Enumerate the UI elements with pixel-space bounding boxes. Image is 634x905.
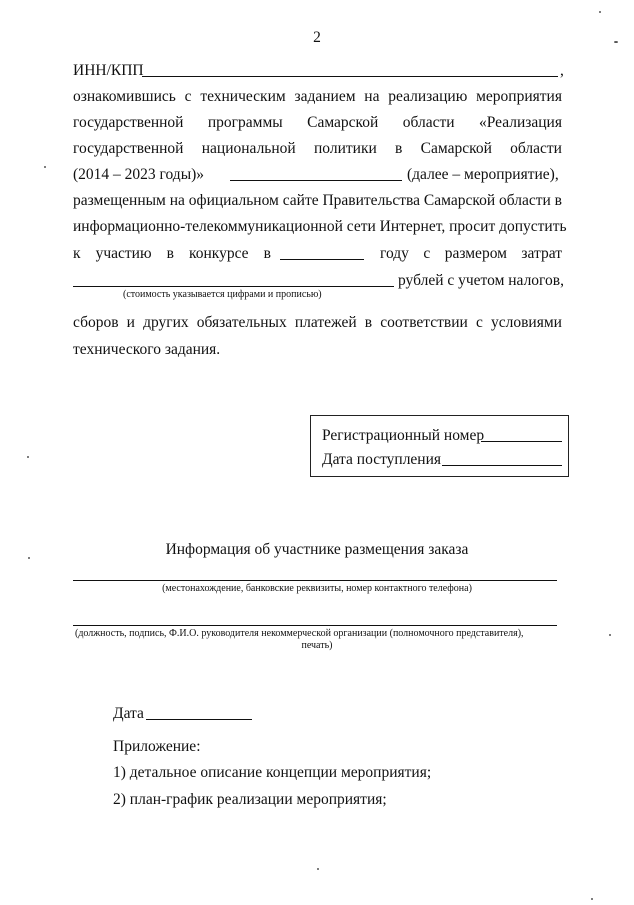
scan-speck bbox=[317, 868, 319, 870]
word: с bbox=[184, 88, 192, 105]
para-line-6: информационно-телекоммуникационной сети Интернет, просит допустить bbox=[73, 218, 567, 235]
word: государственной bbox=[73, 114, 184, 131]
word: «Реализация bbox=[478, 114, 562, 131]
para-line-10: технического задания. bbox=[73, 341, 221, 358]
word: области bbox=[510, 140, 562, 157]
year-field-line bbox=[280, 259, 364, 260]
word: заданием bbox=[294, 88, 356, 105]
para-line-3 bbox=[73, 140, 562, 158]
word: государственной bbox=[73, 140, 184, 157]
para-line-7-part1 bbox=[73, 245, 271, 263]
cost-note: (стоимость указывается цифрами и прописью) bbox=[123, 289, 322, 300]
para-line-9 bbox=[73, 314, 562, 332]
position-field-line bbox=[73, 625, 557, 626]
word: соответствии bbox=[380, 314, 468, 331]
word: с bbox=[475, 314, 483, 331]
inn-kpp-label: ИНН/КПП bbox=[73, 62, 144, 79]
word: в bbox=[263, 245, 271, 262]
page-number: 2 bbox=[313, 29, 321, 46]
word: Самарской bbox=[420, 140, 492, 157]
para-line-4-end: (далее – мероприятие), bbox=[407, 166, 559, 183]
word: мероприятия bbox=[476, 88, 562, 105]
word: затрат bbox=[521, 245, 562, 262]
word: сборов bbox=[73, 314, 119, 331]
event-name-field-line bbox=[230, 180, 402, 181]
word: в bbox=[364, 314, 373, 331]
attachments-heading: Приложение: bbox=[113, 738, 201, 755]
para-line-1 bbox=[73, 88, 562, 106]
word: национальной bbox=[201, 140, 296, 157]
scan-speck bbox=[28, 557, 30, 559]
para-line-2 bbox=[73, 114, 562, 132]
location-field-line bbox=[73, 580, 557, 581]
scan-speck bbox=[599, 11, 601, 13]
inn-kpp-comma: , bbox=[560, 62, 564, 79]
cost-field-line bbox=[73, 286, 394, 287]
word: других bbox=[143, 314, 189, 331]
date-label: Дата bbox=[113, 705, 144, 722]
word: с bbox=[423, 245, 431, 262]
position-note-line-1: (должность, подпись, Ф.И.О. руководителя некоммерческой организации (полномочного представителя), bbox=[75, 628, 524, 639]
word: в bbox=[166, 245, 174, 262]
scan-speck bbox=[591, 898, 593, 900]
word: к bbox=[73, 245, 81, 262]
word: участию bbox=[95, 245, 152, 262]
word: техническим bbox=[200, 88, 286, 105]
word: области bbox=[402, 114, 455, 131]
word: реализацию bbox=[388, 88, 468, 105]
word: ознакомившись bbox=[73, 88, 176, 105]
word: программы bbox=[207, 114, 283, 131]
word: размером bbox=[444, 245, 507, 262]
scan-speck bbox=[609, 634, 611, 636]
word: конкурсе bbox=[189, 245, 249, 262]
word: Самарской bbox=[307, 114, 379, 131]
attachment-item-1: 1) детальное описание концепции мероприятия; bbox=[113, 764, 432, 781]
word: в bbox=[395, 140, 403, 157]
scan-speck bbox=[614, 41, 618, 43]
date-received-label: Дата поступления bbox=[322, 451, 442, 468]
word: условиями bbox=[490, 314, 562, 331]
date-field-line bbox=[146, 719, 252, 720]
word: и bbox=[126, 314, 135, 331]
word: на bbox=[364, 88, 380, 105]
registration-box bbox=[310, 415, 569, 477]
position-note-line-2: печать) bbox=[301, 640, 333, 651]
para-line-8-end: рублей с учетом налогов, bbox=[398, 272, 564, 289]
word: обязательных bbox=[196, 314, 287, 331]
para-line-5: размещенным на официальном сайте Правительства Самарской области в bbox=[73, 192, 562, 209]
word: политики bbox=[314, 140, 377, 157]
date-received-field-line bbox=[442, 465, 562, 466]
reg-number-field-line bbox=[481, 441, 562, 442]
attachment-item-2: 2) план-график реализации мероприятия; bbox=[113, 791, 387, 808]
word: платежей bbox=[294, 314, 357, 331]
inn-kpp-field-line bbox=[142, 76, 558, 77]
para-line-4-start: (2014 – 2023 годы)» bbox=[73, 166, 205, 183]
reg-number-label: Регистрационный номер bbox=[322, 427, 485, 444]
para-line-7-part2 bbox=[380, 245, 562, 263]
scan-speck bbox=[44, 166, 46, 168]
participant-info-heading: Информация об участнике размещения заказа bbox=[165, 541, 469, 558]
location-note: (местонахождение, банковские реквизиты, номер контактного телефона) bbox=[162, 583, 472, 594]
word: году bbox=[380, 245, 409, 262]
scan-speck bbox=[27, 456, 29, 458]
